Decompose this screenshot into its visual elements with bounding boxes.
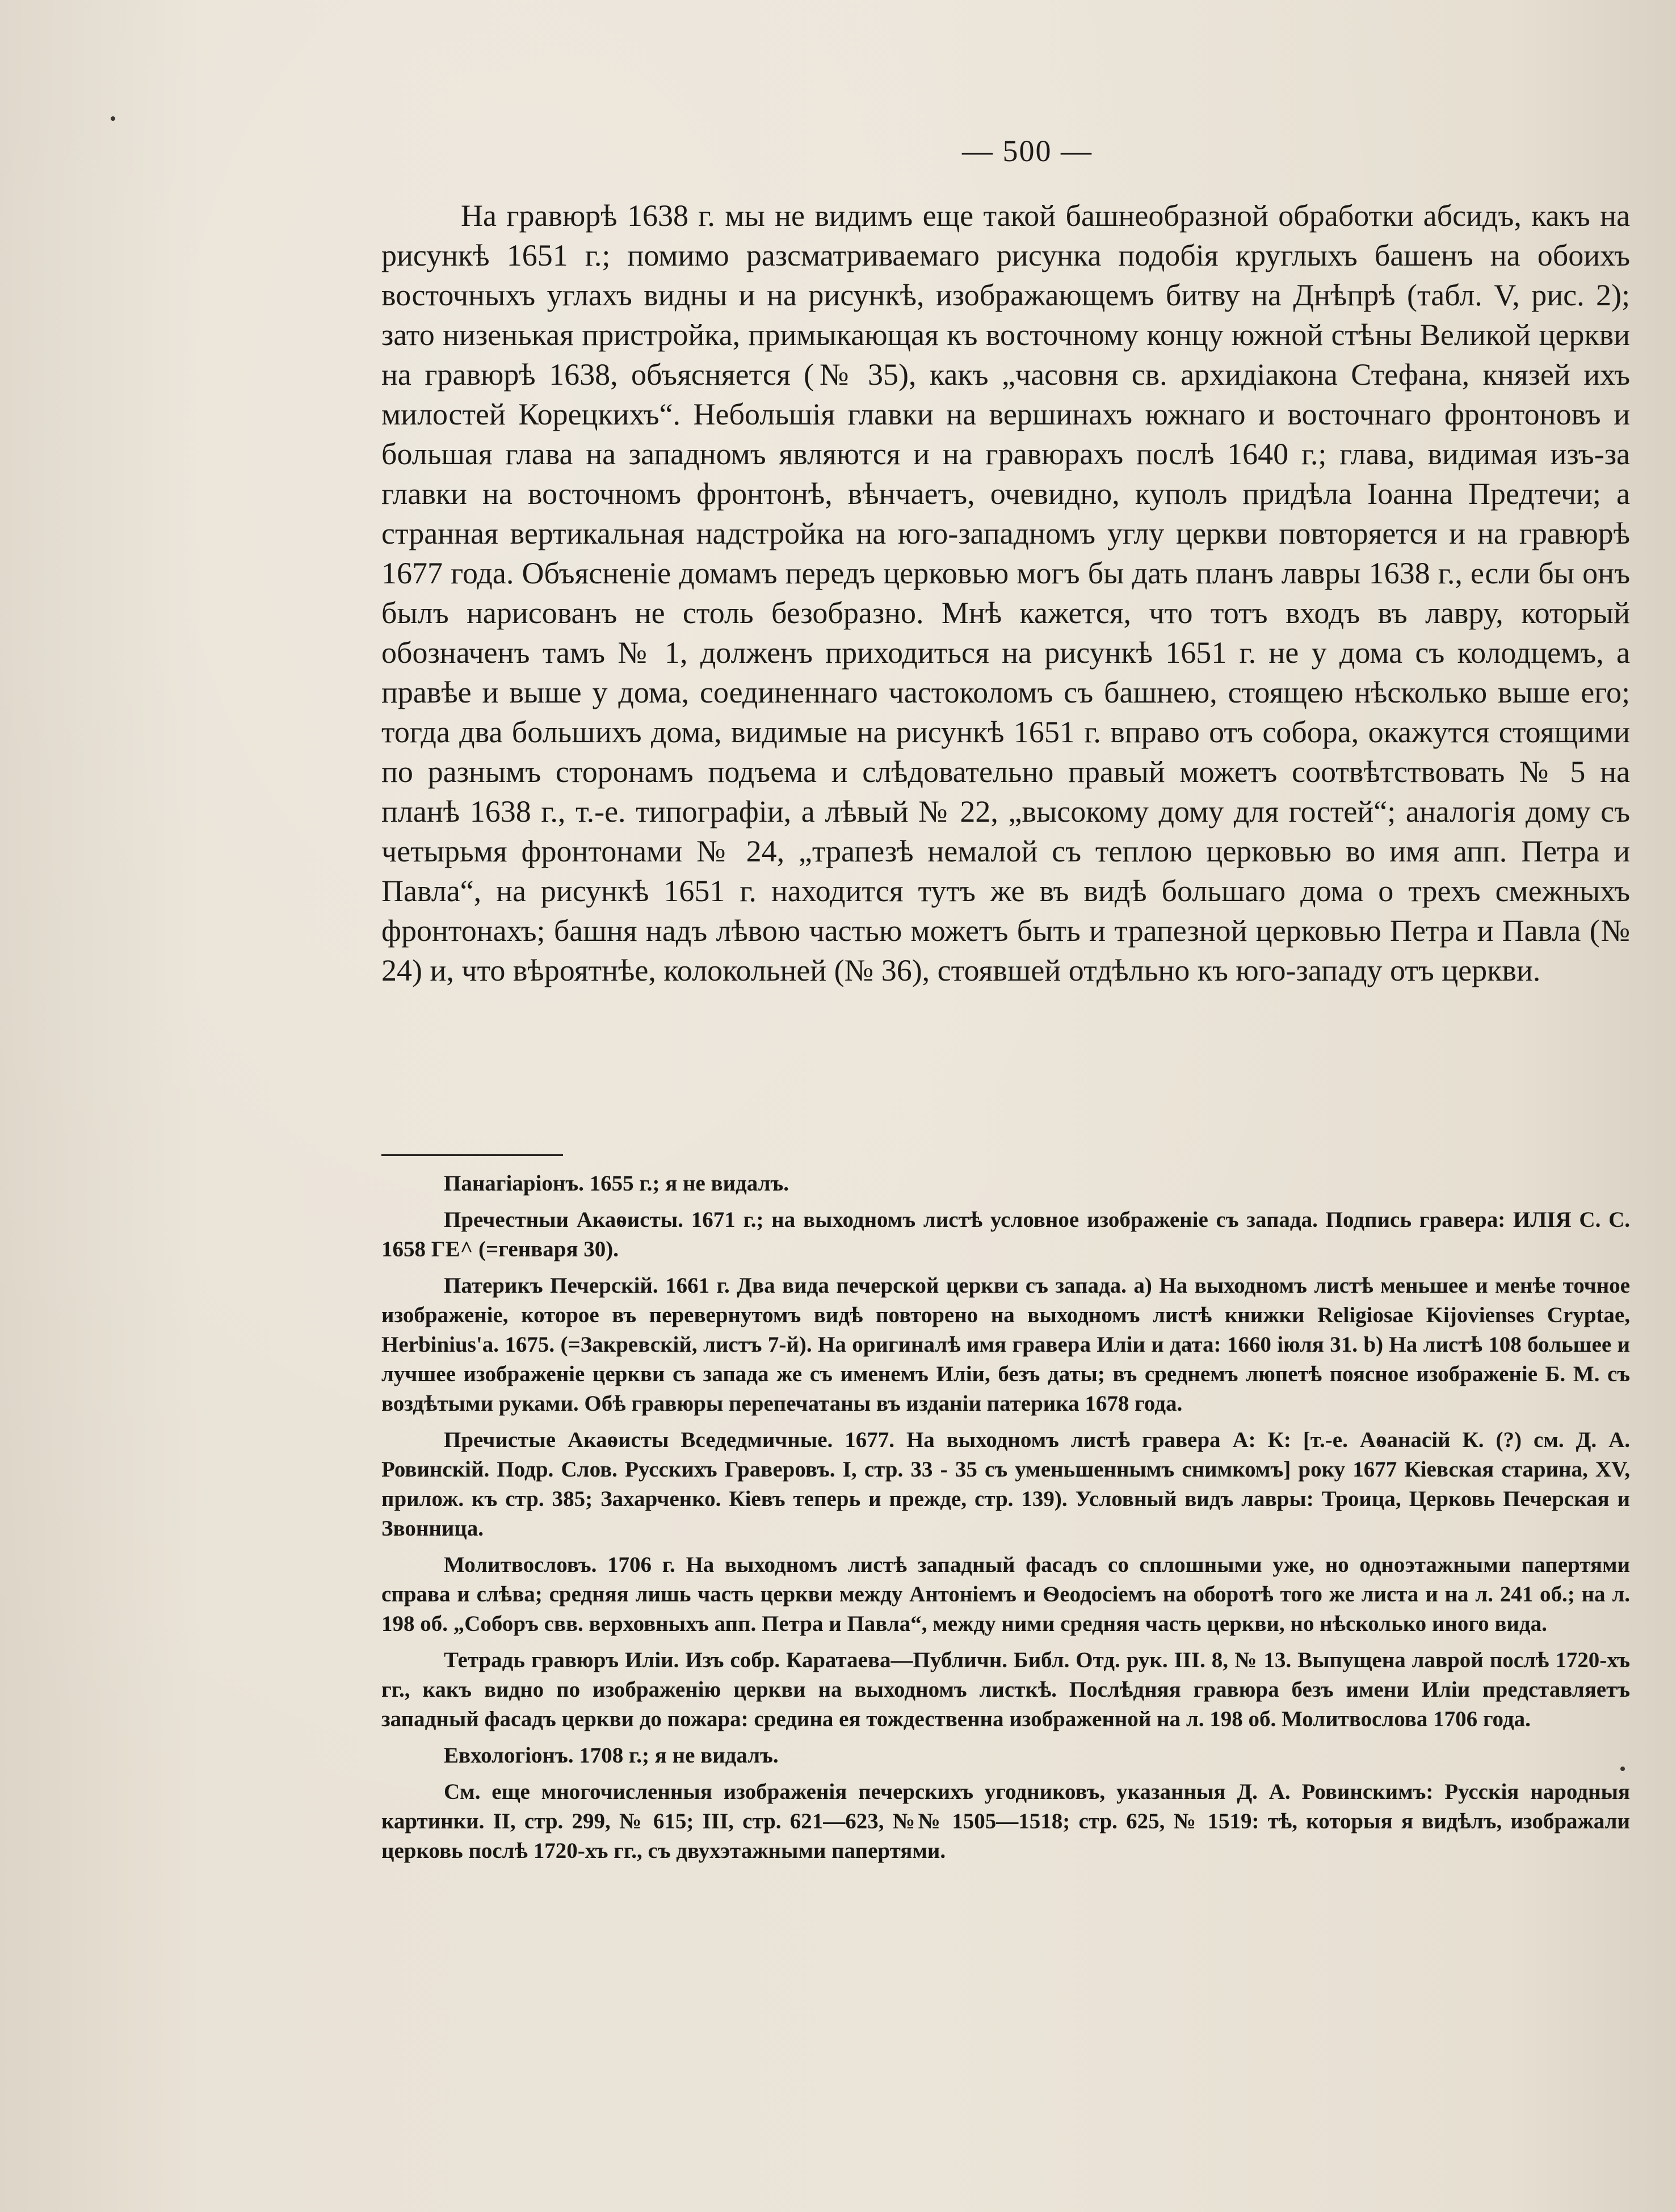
page-speck-mark <box>1620 1767 1625 1771</box>
footnote-separator <box>381 1154 563 1156</box>
page-speck-mark <box>111 116 115 121</box>
footnote-paterik-1661: Патерикъ Печерскій. 1661 г. Два вида печерской церкви съ запада. а) На выходномъ листѣ меньшее и менѣе точное изображеніе, которое въ перевернутомъ видѣ повторено на выходномъ листѣ книжки Religiosae Kijovienses Cryptae, Herbinius'a. 1675. (=Закревскій, листъ 7-й). На оригиналѣ имя гравера Иліи и дата: 1660 іюля 31. b) На листѣ 108 большее и лучшее изображеніе церкви съ запада же съ именемъ Иліи, безъ даты; въ среднемъ люпетѣ поясное изображеніе Б. М. съ воздѣтыми руками. Обѣ гравюры перепечатаны въ изданіи патерика 1678 года. <box>381 1273 1630 1416</box>
footnote-molitvoslov-1706: Молитвословъ. 1706 г. На выходномъ листѣ западный фасадъ со сплошными уже, но одноэтажными папертями справа и слѣва; средняя лишь часть церкви между Антоніемъ и Ѳеодосіемъ на оборотѣ того же листа и на л. 241 об.; на л. 198 об. „Соборъ свв. верховныхъ апп. Петра и Павла“, между ними средняя часть церкви, но нѣсколько иного вида. <box>381 1553 1630 1636</box>
footnote-tetrad-ilii: Тетрадь гравюръ Иліи. Изъ собр. Каратаева—Публичн. Библ. Отд. рук. III. 8, № 13. Выпущена лаврой послѣ 1720-хъ гг., какъ видно по изображенію церкви на выходномъ листкѣ. Послѣдняя гравюра безъ имени Иліи представляетъ западный фасадъ церкви до пожара: средина ея тождественна изображенной на л. 198 об. Молитвослова 1706 года. <box>381 1648 1630 1731</box>
footnote-evchologion-1708: Евхологіонъ. 1708 г.; я не видалъ. <box>444 1743 779 1768</box>
page-number: — 500 — <box>962 134 1093 168</box>
footnote-rovinsky-images: См. еще многочисленныя изображенія печерскихъ угодниковъ, указанныя Д. А. Ровинскимъ: Русскія народныя картинки. II, стр. 299, № 615; III, стр. 621—623, №№ 1505—1518; стр. 625, № 1519: тѣ, которыя я видѣлъ, изображали церковь послѣ 1720-хъ гг., съ двухэтажными папертями. <box>381 1780 1630 1863</box>
footnote-akathists-1677: Пречистые Акаѳисты Вседедмичные. 1677. На выходномъ листѣ гравера А: К: [т.-е. Аѳанасій К. (?) см. Д. А. Ровинскій. Подр. Слов. Русскихъ Граверовъ. I, стр. 33 - 35 съ уменьшеннымъ снимкомъ] року 1677 Кіевская старина, XV, прилож. къ стр. 385; Захарченко. Кіевъ теперь и прежде, стр. 139). Условный видъ лавры: Троица, Церковь Печерская и Звонница. <box>381 1428 1630 1541</box>
footnote-akathists-1671: Пречестныи Акаѳисты. 1671 г.; на выходномъ листѣ условное изображеніе съ запада. Подпись гравера: ИЛІЯ С. С. 1658 ГЕ^ (=генваря 30). <box>381 1208 1630 1261</box>
footnotes-block <box>381 1169 1630 1873</box>
footnote-panagiarion: Панагіаріонъ. 1655 г.; я не видалъ. <box>444 1171 789 1196</box>
main-paragraph: На гравюрѣ 1638 г. мы не видимъ еще такой башнеобразной обработки абсидъ, какъ на рисункѣ 1651 г.; помимо разсматриваемаго рисунка подобія круглыхъ башенъ на обоихъ восточныхъ углахъ видны и на рисункѣ, изображающемъ битву на Днѣпрѣ (табл. V, рис. 2); зато низенькая пристройка, примыкающая къ восточному концу южной стѣны Великой церкви на гравюрѣ 1638, объясняется (№ 35), какъ „часовня св. архидіакона Стефана, князей ихъ милостей Корецкихъ“. Небольшія главки на вершинахъ южнаго и восточнаго фронтоновъ и большая глава на западномъ являются и на гравюрахъ послѣ 1640 г.; глава, видимая изъ-за главки на восточномъ фронтонѣ, вѣнчаетъ, очевидно, куполъ придѣла Іоанна Предтечи; а странная вертикальная надстройка на юго-западномъ углу церкви повторяется и на гравюрѣ 1677 года. Объясненіе домамъ передъ церковью могъ бы дать планъ лавры 1638 г., если бы онъ былъ нарисованъ не столь безобразно. Мнѣ кажется, что тотъ входъ въ лавру, который обозначенъ тамъ № 1, долженъ приходиться на рисункѣ 1651 г. не у дома съ колодцемъ, а правѣе и выше у дома, соединеннаго частоколомъ съ башнею, стоящею нѣсколько выше его; тогда два большихъ дома, видимые на рисункѣ 1651 г. вправо отъ собора, окажутся стоящими по разнымъ сторонамъ подъема и слѣдовательно правый можетъ соотвѣтствовать № 5 на планѣ 1638 г., т.-е. типографіи, а лѣвый № 22, „высокому дому для гостей“; аналогія дому съ четырьмя фронтонами № 24, „трапезѣ немалой съ теплою церковью во имя апп. Петра и Павла“, на рисункѣ 1651 г. находится тутъ же въ видѣ большаго дома о трехъ смежныхъ фронтонахъ; башня надъ лѣвою частью можетъ быть и трапезной церковью Петра и Павла (№ 24) и, что вѣроятнѣе, колокольней (№ 36), стоявшей отдѣльно къ юго-западу отъ церкви. <box>381 199 1630 987</box>
